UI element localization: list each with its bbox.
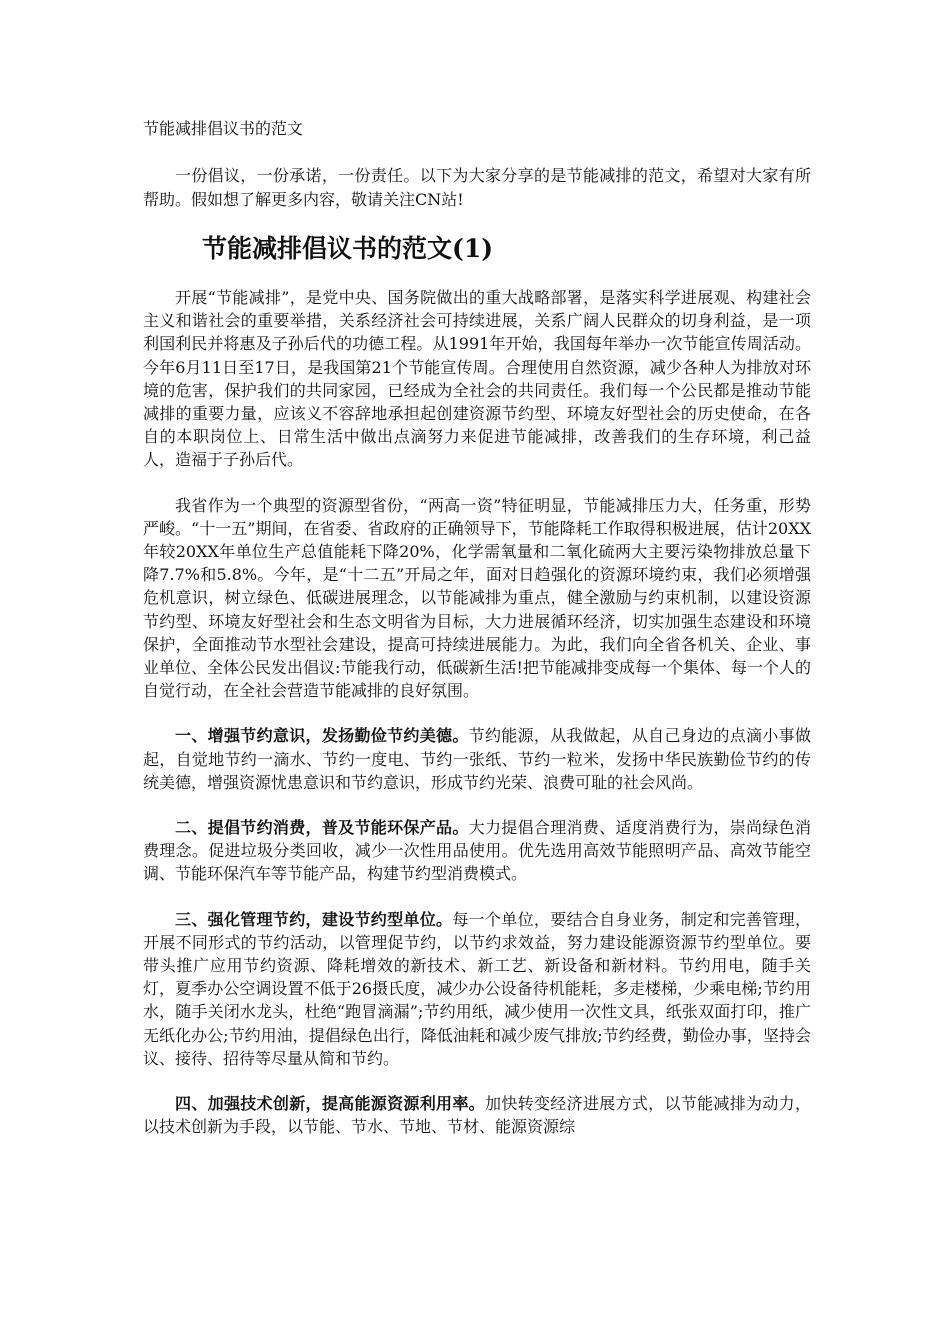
section-heading: 节能减排倡议书的范文(1) [202,234,494,263]
paragraph-text: 大力提倡合理消费、适度消费行为，崇尚绿色消费理念。促进垃圾分类回收，减少一次性用品使用。优先选用高效节能照明产品、高效节能空调、节能环保汽车等节能产品，构建节约型消费模式。 [143,818,811,884]
paragraph-text: 节约能源，从我做起，从自己身边的点滴小事做起，自觉地节约一滴水、节约一度电、节约一张纸、节约一粒米，发扬中华民族勤俭节约的传统美德，增强资源忧患意识和节约意识，形成节约光荣、浪费可耻的社会风尚。 [143,726,811,792]
document-page [143,118,811,1161]
body-paragraph [143,286,811,472]
document-title: 节能减排倡议书的范文 [143,119,304,138]
paragraph-text: 加快转变经济进展方式，以节能减排为动力，以技术创新为手段，以节能、节水、节地、节材、能源资源综 [143,1094,811,1137]
paragraph-text: 每一个单位，要结合自身业务，制定和完善管理，开展不同形式的节约活动，以管理促节约，以节约求效益，努力建设能源资源节约型单位。要带头推广应用节约资源、降耗增效的新技术、新工艺、新设备和新材料。节约用电，随手关灯，夏季办公空调设置不低于26摄氏度，减少办公设备待机能耗，多走楼梯，少乘电梯;节约用水，随手关闭水龙头，杜绝“跑冒滴漏”;节约用纸，减少使用一次性文具，纸张双面打印，推广无纸化办公;节约用油，提倡绿色出行，降低油耗和减少废气排放;节约经费，勤俭办事，坚持会议、接待、招待等尽量从简和节约。 [143,909,811,1068]
intro-paragraph: 一份倡议，一份承诺，一份责任。以下为大家分享的是节能减排的范文，希望对大家有所帮助。假如想了解更多内容，敬请关注CN站! [143,166,811,209]
paragraph-text: 开展“节能减排”，是党中央、国务院做出的重大战略部署，是落实科学进展观、构建社会主义和谐社会的重要举措，关系经济社会可持续进展，关系广阔人民群众的切身利益，是一项利国利民并将惠及子孙后代的功德工程。从1991年开始，我国每年举办一次节能宣传周活动。今年6月11日至17日，是我国第21个节能宣传周。合理使用自然资源，减少各种人为排放对环境的危害，保护我们的共同家园，已经成为全社会的共同责任。我们每一个公民都是推动节能减排的重要力量，应该义不容辞地承担起创建资源节约型、环境友好型社会的历史使命，在各自的本职岗位上、日常生活中做出点滴努力来促进节能减排，改善我们的生存环境，利己益人，造福于子孙后代。 [143,288,811,470]
proposal-paragraph [143,816,811,886]
proposal-heading: 三、强化管理节约，建设节约型单位。 [175,909,453,929]
proposal-heading: 一、增强节约意识，发扬勤俭节约美德。 [175,726,469,746]
proposal-heading: 四、加强技术创新，提高能源资源利用率。 [175,1094,485,1114]
paragraph-text: 我省作为一个典型的资源型省份，“两高一资”特征明显，节能减排压力大，任务重，形势严峻。“十一五”期间，在省委、省政府的正确领导下，节能降耗工作取得积极进展，估计20XX年较20XX年单位生产总值能耗下降20%，化学需氧量和二氧化硫两大主要污染物排放总量下降7.7%和5.8%。今年，是“十二五”开局之年，面对日趋强化的资源环境约束，我们必须增强危机意识，树立绿色、低碳进展理念，以节能减排为重点，健全激励与约束机制，以建设资源节约型、环境友好型社会和生态文明省为目标，大力进展循环经济，切实加强生态建设和环境保护，全面推动节水型社会建设，提高可持续进展能力。为此，我们向全省各机关、企业、事业单位、全体公民发出倡议:节能我行动，低碳新生活!把节能减排变成每一个集体、每一个人的自觉行动，在全社会营造节能减排的良好氛围。 [143,495,811,701]
body-paragraph [143,494,811,703]
proposal-paragraph [143,908,811,1070]
proposal-heading: 二、提倡节约消费，普及节能环保产品。 [175,818,469,838]
proposal-paragraph [143,724,811,794]
proposal-paragraph [143,1092,811,1138]
